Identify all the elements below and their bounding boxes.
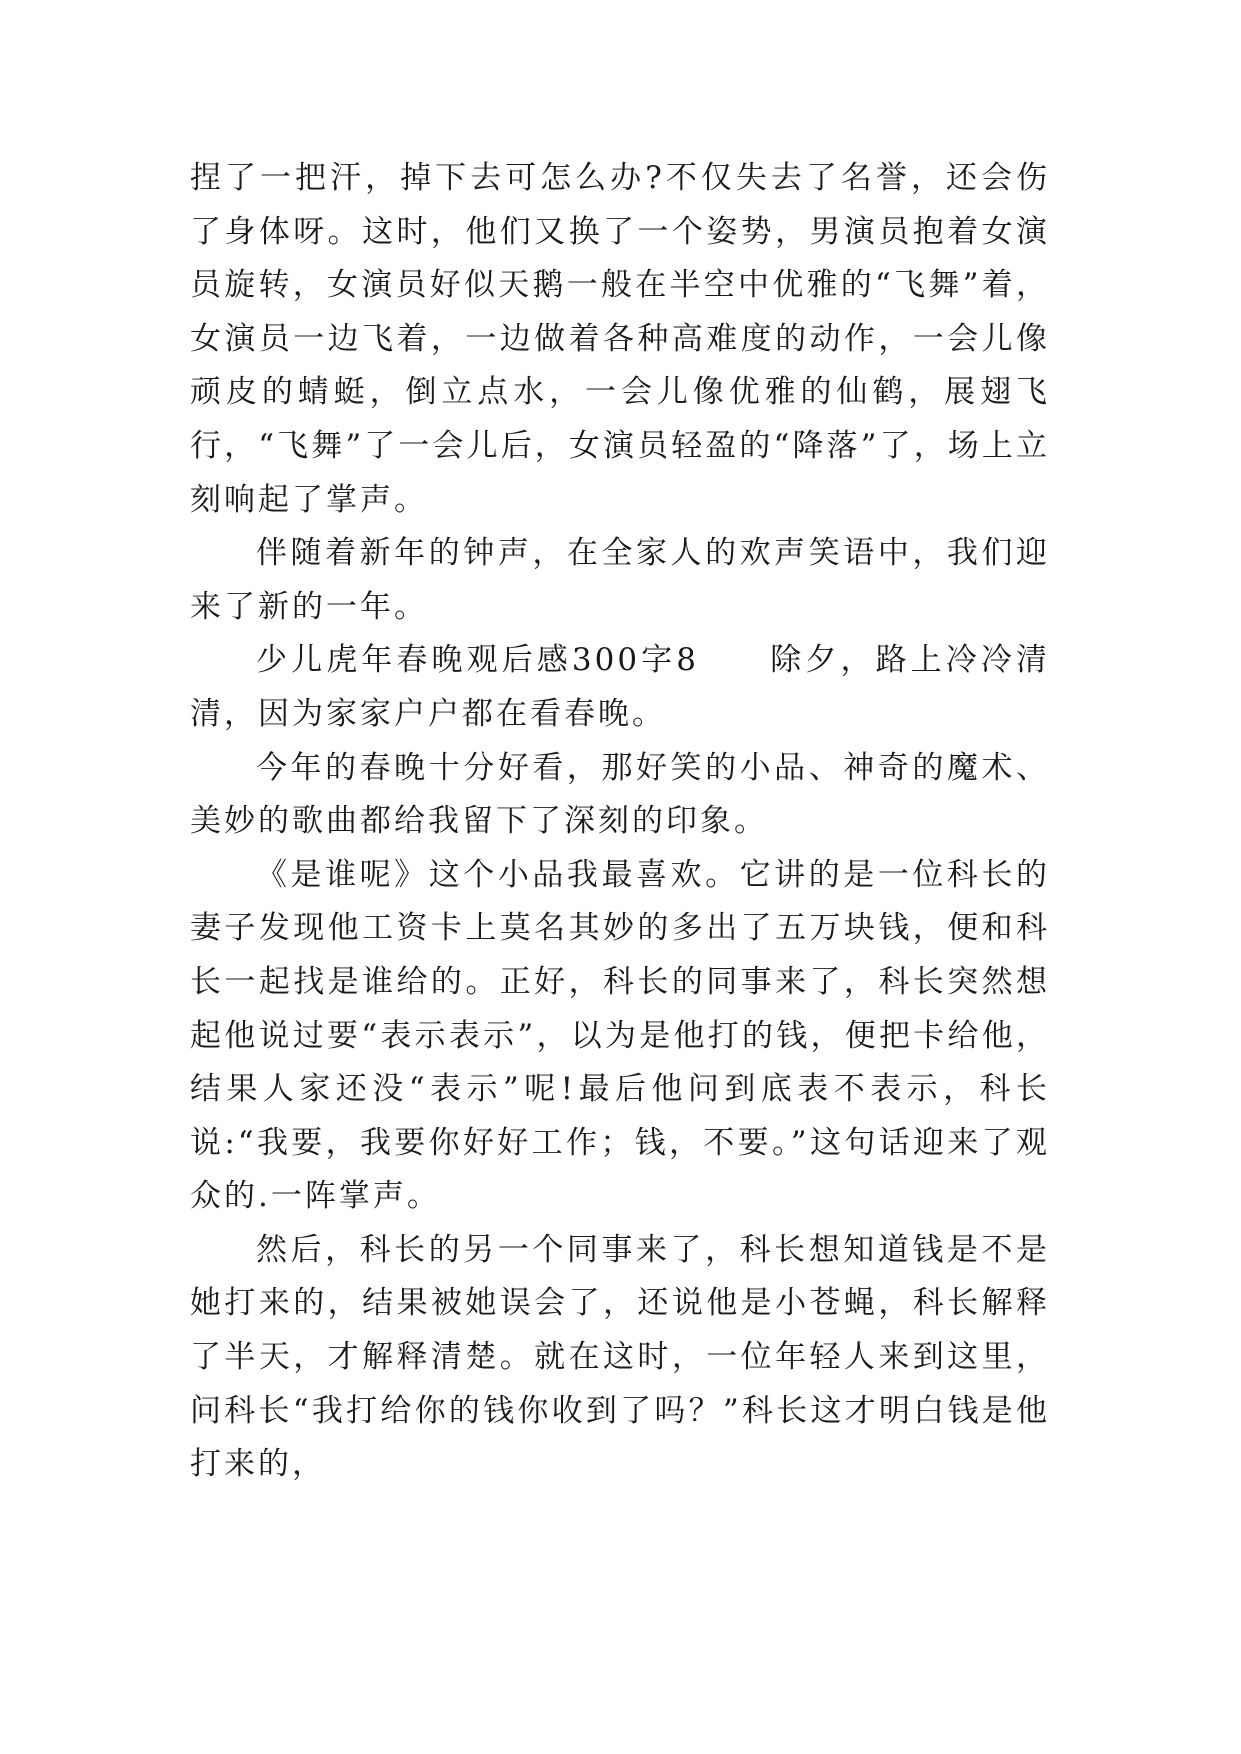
paragraph: 今年的春晚十分好看，那好笑的小品、神奇的魔术、美妙的歌曲都给我留下了深刻的印象。 (190, 749, 1050, 840)
document-body (190, 152, 1050, 1492)
paragraph-essay-heading: 少儿虎年春晚观后感300字8 除夕，路上冷冷清清，因为家家户户都在看春晚。 (190, 642, 1050, 732)
paragraph: 伴随着新年的钟声，在全家人的欢声笑语中，我们迎来了新的一年。 (190, 535, 1050, 625)
paragraph-continuation: 捏了一把汗，掉下去可怎么办?不仅失去了名誉，还会伤了身体呀。这时，他们又换了一个姿势，男演员抱着女演员旋转，女演员好似天鹅一般在半空中优雅的“飞舞”着，女演员一边飞着，一边做着各种高难度的动作，一会儿像顽皮的蜻蜓，倒立点水，一会儿像优雅的仙鹤，展翅飞行，“飞舞”了一会儿后，女演员轻盈的“降落”了，场上立刻响起了掌声。 (190, 160, 1050, 518)
paragraph: 然后，科长的另一个同事来了，科长想知道钱是不是她打来的，结果被她误会了，还说他是小苍蝇，科长解释了半天，才解释清楚。就在这时，一位年轻人来到这里，问科长“我打给你的钱你收到了吗？”科长这才明白钱是他打来的， (190, 1231, 1050, 1483)
paragraph: 《是谁呢》这个小品我最喜欢。它讲的是一位科长的妻子发现他工资卡上莫名其妙的多出了五万块钱，便和科长一起找是谁给的。正好，科长的同事来了，科长突然想起他说过要“表示表示”，以为是他打的钱，便把卡给他，结果人家还没“表示”呢!最后他问到底表不表示，科长说:“我要，我要你好好工作；钱，不要。”这句话迎来了观众的.一阵掌声。 (190, 856, 1050, 1215)
